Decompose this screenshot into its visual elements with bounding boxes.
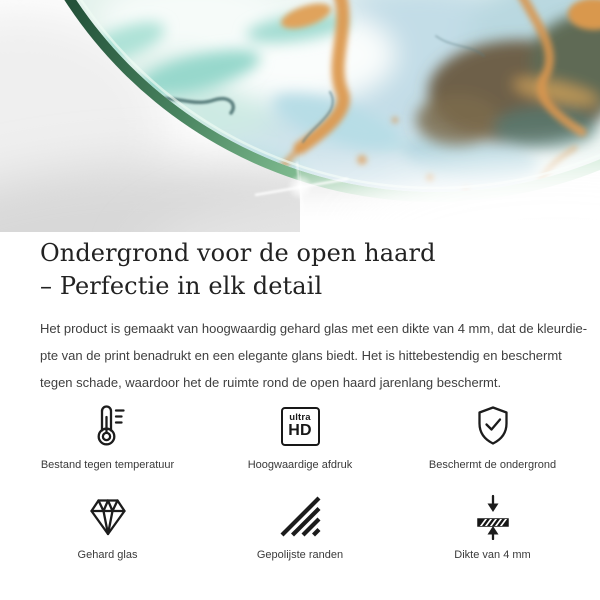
polished-edges-icon — [276, 492, 324, 540]
diamond-icon — [84, 492, 132, 540]
shield-check-icon — [469, 402, 517, 450]
feature-thickness — [405, 492, 580, 562]
feature-label: Gehard glas — [77, 549, 138, 561]
feature-label: Gepolijste randen — [256, 549, 344, 561]
thermometer-icon — [84, 402, 132, 450]
feature-row-2 — [20, 492, 580, 562]
feature-row-1 — [20, 402, 580, 472]
feature-label: Beschermt de ondergrond — [428, 459, 557, 471]
feature-temperature — [20, 402, 195, 472]
feature-tempered-glass — [20, 492, 195, 562]
feature-print-quality — [213, 402, 388, 472]
title-line-2: – Perfectie in elk detail — [40, 272, 323, 300]
feature-label: Bestand tegen temperatuur — [40, 459, 175, 471]
ultra-hd-icon: ultra HD — [281, 402, 320, 450]
feature-grid — [20, 402, 580, 562]
feature-polished-edges — [213, 492, 388, 562]
product-body-text: Het product is gemaakt van hoogwaardig gehard glas met een dikte van 4 mm, dat de kleurdie- pte van de print benadrukt en een elegante glans biedt. Het is hittebestendig en beschermt tegen schade, waardoor het de ruimte rond de open haard jarenlang beschermt. — [40, 321, 588, 390]
page-title — [40, 237, 560, 303]
feature-label: Hoogwaardige afdruk — [247, 459, 353, 471]
product-hero-image — [0, 0, 600, 232]
feature-label: Dikte van 4 mm — [454, 549, 531, 561]
product-description — [0, 237, 600, 562]
feature-protection — [405, 402, 580, 472]
title-line-1: Ondergrond voor de open haard — [40, 239, 436, 267]
thickness-4mm-icon — [469, 492, 517, 540]
glass-plate-illustration — [0, 0, 600, 232]
